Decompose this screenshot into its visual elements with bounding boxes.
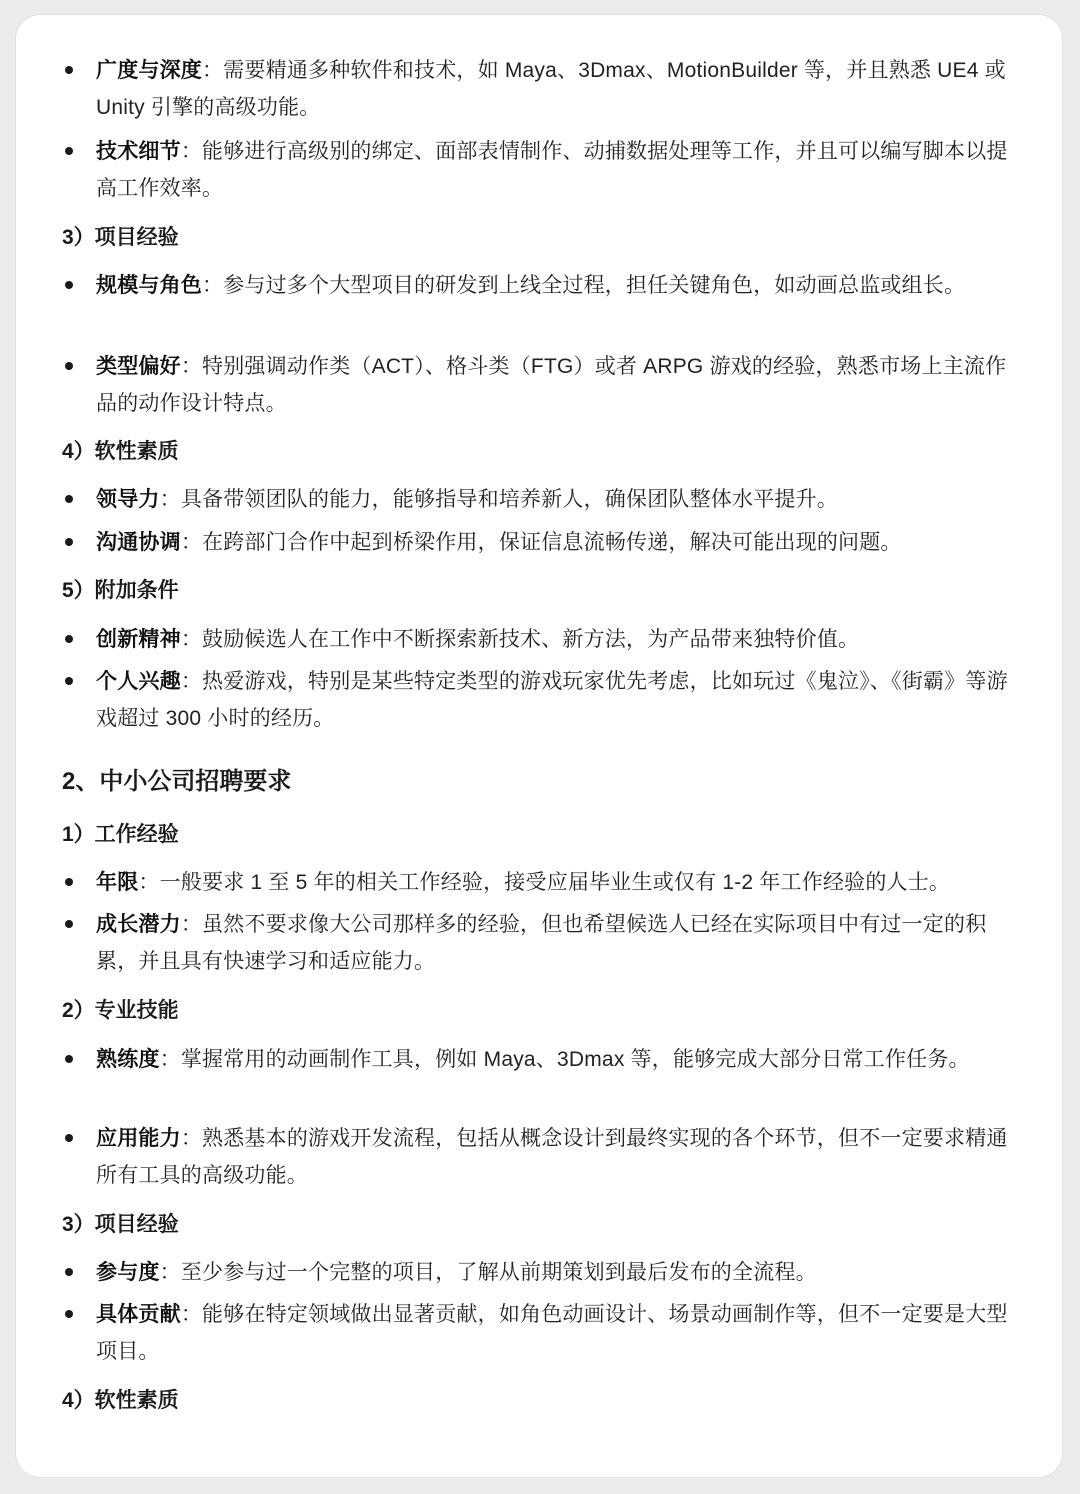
- item-description: 熟悉基本的游戏开发流程，包括从概念设计到最终实现的各个环节，但不一定要求精通所有工具的高级功能。: [96, 1127, 1008, 1187]
- item-separator: ：: [180, 670, 203, 693]
- bullet-dot: [65, 281, 73, 289]
- bullet-dot: [65, 1134, 73, 1142]
- item-description: 虽然不要求像大公司那样多的经验，但也希望候选人已经在实际项目中有过一定的积累，并且具有快速学习和适应能力。: [96, 913, 987, 973]
- item-term: 熟练度: [96, 1048, 160, 1071]
- document-card: [16, 15, 1062, 1477]
- bullet-dot: [65, 635, 73, 643]
- item-term: 类型偏好: [96, 355, 181, 378]
- section-heading: 1）工作经验: [62, 823, 179, 846]
- list-item-text: [96, 1041, 1010, 1078]
- list-item-text: [96, 348, 1010, 422]
- section-heading: 2）专业技能: [62, 999, 179, 1022]
- list-item-text: [96, 52, 1010, 126]
- item-description: 一般要求 1 至 5 年的相关工作经验，接受应届毕业生或仅有 1-2 年工作经验的人士。: [159, 871, 951, 894]
- item-separator: ：: [180, 1127, 203, 1150]
- item-description: 参与过多个大型项目的研发到上线全过程，担任关键角色，如动画总监或组长。: [223, 274, 966, 297]
- list-item-text: [96, 864, 1010, 901]
- item-term: 具体贡献: [96, 1303, 181, 1326]
- item-separator: ：: [138, 871, 160, 894]
- item-term: 应用能力: [96, 1127, 181, 1150]
- item-term: 广度与深度: [96, 59, 202, 82]
- section-heading: 5）附加条件: [62, 579, 179, 602]
- major-heading: 2、中小公司招聘要求: [62, 768, 292, 795]
- item-separator: ：: [180, 140, 203, 163]
- bullet-dot: [65, 677, 73, 685]
- item-description: 能够进行高级别的绑定、面部表情制作、动捕数据处理等工作，并且可以编写脚本以提高工作效率。: [96, 140, 1008, 200]
- item-term: 创新精神: [96, 628, 181, 651]
- list-item-text: [96, 906, 1010, 980]
- bullet-dot: [65, 878, 73, 886]
- item-term: 个人兴趣: [96, 670, 181, 693]
- item-separator: ：: [159, 1048, 181, 1071]
- section-heading: 4）软性素质: [62, 440, 179, 463]
- list-item-text: [96, 524, 1010, 561]
- item-term: 成长潜力: [96, 913, 181, 936]
- list-item-text: [96, 481, 1010, 518]
- item-separator: ：: [159, 488, 181, 511]
- item-separator: ：: [180, 628, 203, 651]
- bullet-dot: [65, 920, 73, 928]
- section-heading: 3）项目经验: [62, 1213, 179, 1236]
- item-description: 需要精通多种软件和技术，如 Maya、3Dmax、MotionBuilder 等，并且熟悉 UE4 或 Unity 引擎的高级功能。: [96, 59, 1006, 119]
- bullet-dot: [65, 495, 73, 503]
- item-separator: ：: [180, 531, 203, 554]
- item-separator: ：: [202, 274, 224, 297]
- list-item-text: [96, 1296, 1010, 1370]
- list-item-text: [96, 267, 1010, 304]
- item-term: 参与度: [96, 1261, 160, 1284]
- item-separator: ：: [180, 355, 203, 378]
- item-description: 鼓励候选人在工作中不断探索新技术、新方法，为产品带来独特价值。: [202, 628, 860, 651]
- bullet-dot: [65, 1268, 73, 1276]
- item-term: 沟通协调: [96, 531, 181, 554]
- section-heading: 4）软性素质: [62, 1389, 179, 1412]
- item-description: 能够在特定领域做出显著贡献，如角色动画设计、场景动画制作等，但不一定要是大型项目。: [96, 1303, 1008, 1363]
- list-item-text: [96, 663, 1010, 737]
- bullet-dot: [65, 538, 73, 546]
- item-separator: ：: [180, 1303, 203, 1326]
- item-term: 技术细节: [96, 140, 181, 163]
- list-item-text: [96, 1120, 1010, 1194]
- item-description: 热爱游戏，特别是某些特定类型的游戏玩家优先考虑，比如玩过《鬼泣》、《街霸》等游戏超过 300 小时的经历。: [96, 670, 1008, 730]
- list-item-text: [96, 1254, 1010, 1291]
- list-item-text: [96, 621, 1010, 658]
- item-separator: ：: [202, 59, 224, 82]
- item-description: 在跨部门合作中起到桥梁作用，保证信息流畅传递，解决可能出现的问题。: [202, 531, 902, 554]
- item-term: 规模与角色: [96, 274, 202, 297]
- item-description: 特别强调动作类（ACT）、格斗类（FTG）或者 ARPG 游戏的经验，熟悉市场上主流作品的动作设计特点。: [96, 355, 1007, 415]
- bullet-dot: [65, 147, 73, 155]
- section-heading: 3）项目经验: [62, 226, 179, 249]
- item-term: 领导力: [96, 488, 160, 511]
- item-separator: ：: [159, 1261, 181, 1284]
- item-term: 年限: [96, 871, 139, 894]
- bullet-dot: [65, 66, 73, 74]
- item-separator: ：: [180, 913, 203, 936]
- bullet-dot: [65, 362, 73, 370]
- list-item-text: [96, 133, 1010, 207]
- item-description: 至少参与过一个完整的项目，了解从前期策划到最后发布的全流程。: [180, 1261, 817, 1284]
- item-description: 具备带领团队的能力，能够指导和培养新人，确保团队整体水平提升。: [180, 488, 839, 511]
- bullet-dot: [65, 1310, 73, 1318]
- bullet-dot: [65, 1055, 73, 1063]
- item-description: 掌握常用的动画制作工具，例如 Maya、3Dmax 等，能够完成大部分日常工作任务。: [180, 1048, 970, 1071]
